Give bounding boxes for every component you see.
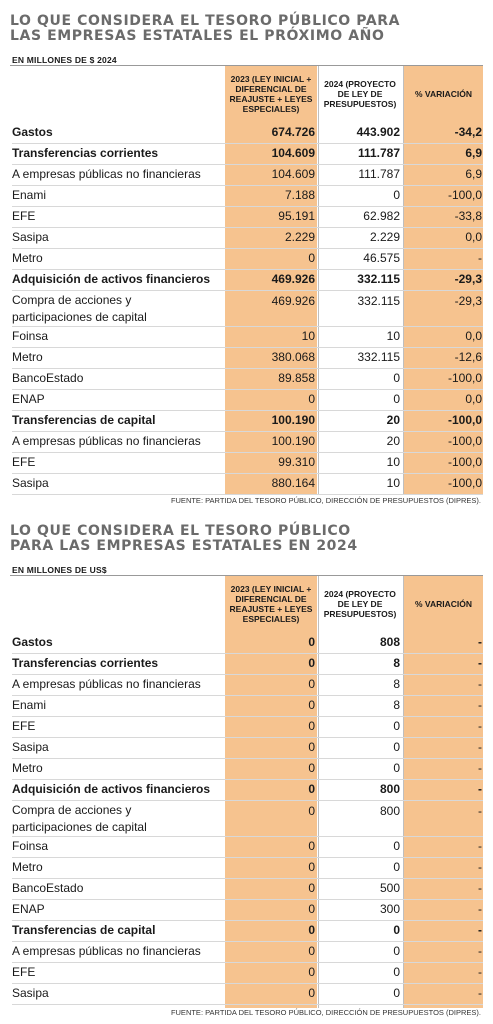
row-label	[12, 880, 83, 897]
value-variacion: -	[478, 902, 482, 916]
value-variacion: -	[478, 677, 482, 691]
table-row	[12, 206, 483, 227]
value-2024: 0	[393, 392, 400, 406]
value-2024: 0	[393, 839, 400, 853]
row-label-text: Transferencias de capital	[12, 413, 156, 427]
value-2024: 8	[393, 698, 400, 712]
row-label-text: A empresas públicas no financieras	[12, 167, 201, 181]
row-label-text: Sasipa	[12, 230, 49, 244]
value-variacion: -34,2	[454, 125, 482, 139]
value-variacion: -12,6	[454, 350, 482, 364]
value-2023: 104.609	[271, 167, 315, 181]
value-2023: 95.191	[278, 209, 315, 223]
table-row	[12, 452, 483, 473]
row-label	[12, 229, 49, 246]
table-row	[12, 473, 483, 494]
value-2024: 808	[379, 635, 400, 649]
value-2023: 0	[308, 804, 315, 818]
value-2023: 0	[308, 251, 315, 265]
row-label-text: Transferencias corrientes	[12, 656, 159, 670]
row-label-text: Metro	[12, 251, 43, 265]
value-2024: 111.787	[357, 146, 400, 160]
table-row	[12, 431, 483, 452]
value-2024: 8	[393, 677, 400, 691]
row-label-text-2: participaciones de capital	[12, 820, 147, 834]
row-label-text: ENAP	[12, 392, 45, 406]
row-label	[12, 901, 45, 918]
value-2023: 0	[308, 839, 315, 853]
row-label-text: A empresas públicas no financieras	[12, 944, 201, 958]
row-label	[12, 208, 35, 225]
value-2023: 0	[308, 860, 315, 874]
value-variacion: -	[478, 839, 482, 853]
row-label	[12, 781, 210, 798]
value-2024: 2.229	[369, 230, 400, 244]
value-variacion: -33,8	[454, 209, 482, 223]
value-variacion: -29,3	[454, 294, 482, 308]
value-2024: 800	[379, 782, 400, 796]
value-2024: 8	[393, 656, 400, 670]
row-label-text: Sasipa	[12, 740, 49, 754]
row-label-text: Transferencias de capital	[12, 923, 156, 937]
value-variacion: 0,0	[465, 392, 482, 406]
value-2023: 99.310	[278, 455, 315, 469]
table-row	[12, 347, 483, 368]
value-2023: 0	[308, 392, 315, 406]
value-2024: 0	[393, 719, 400, 733]
value-2024: 0	[393, 761, 400, 775]
row-label-text: ENAP	[12, 902, 45, 916]
value-2023: 380.068	[271, 350, 315, 364]
row-label-text: EFE	[12, 965, 36, 979]
value-2023: 469.926	[271, 294, 315, 308]
row-label-text: Sasipa	[12, 986, 49, 1000]
row-label	[12, 964, 35, 981]
row-label	[12, 922, 155, 939]
value-variacion: -	[478, 986, 482, 1000]
value-2023: 0	[308, 761, 315, 775]
row-label	[12, 412, 155, 429]
value-2024: 332.115	[357, 350, 400, 364]
source-note: FUENTE: PARTIDA DEL TESORO PÚBLICO, DIRECCIÓN DE PRESUPUESTOS (DIPRES).	[170, 496, 481, 505]
value-variacion: -29,3	[454, 272, 482, 286]
row-label	[12, 802, 147, 836]
value-variacion: -100,0	[447, 476, 482, 490]
row-label	[12, 250, 43, 267]
row-label	[12, 433, 201, 450]
table-row	[12, 941, 483, 962]
table-row	[12, 632, 483, 653]
table-title	[10, 524, 485, 554]
row-label-text: EFE	[12, 719, 36, 733]
value-variacion: -	[478, 965, 482, 979]
table-row	[12, 269, 483, 290]
value-variacion: -	[478, 761, 482, 775]
header-2024: 2024 (PROYECTO DE LEY DE PRESUPUESTOS)	[323, 589, 397, 619]
row-label-text: BancoEstado	[12, 371, 84, 385]
row-label	[12, 391, 45, 408]
row-label	[12, 838, 48, 855]
value-2024: 20	[386, 434, 400, 448]
value-2024: 0	[393, 740, 400, 754]
value-variacion: -	[478, 923, 482, 937]
value-2023: 0	[308, 923, 315, 937]
row-label	[12, 676, 201, 693]
header-variacion: % VARIACIÓN	[415, 599, 472, 609]
value-2023: 0	[308, 698, 315, 712]
value-2023: 10	[301, 329, 315, 343]
table-row	[12, 653, 483, 674]
table-row	[12, 836, 483, 857]
row-label	[12, 718, 35, 735]
row-label	[12, 271, 210, 288]
table-row	[12, 368, 483, 389]
table-row	[12, 122, 483, 143]
row-label-text: Foinsa	[12, 329, 49, 343]
value-2023: 0	[308, 782, 315, 796]
value-2023: 0	[308, 965, 315, 979]
row-label-text: Sasipa	[12, 476, 49, 490]
table-row	[12, 227, 483, 248]
value-2023: 0	[308, 986, 315, 1000]
row-label-text: Compra de acciones y	[12, 293, 132, 307]
header-2024: 2024 (PROYECTO DE LEY DE PRESUPUESTOS)	[323, 79, 397, 109]
row-label-text: A empresas públicas no financieras	[12, 677, 201, 691]
row-label	[12, 187, 46, 204]
table-row	[12, 779, 483, 800]
row-label	[12, 655, 158, 672]
table-row	[12, 674, 483, 695]
value-2023: 89.858	[278, 371, 315, 385]
value-2024: 46.575	[363, 251, 400, 265]
value-2024: 0	[393, 965, 400, 979]
value-variacion: -	[478, 698, 482, 712]
row-label	[12, 697, 46, 714]
header-variacion: % VARIACIÓN	[415, 89, 472, 99]
value-variacion: -100,0	[447, 434, 482, 448]
row-separator	[12, 494, 483, 495]
row-label	[12, 760, 43, 777]
row-label	[12, 943, 201, 960]
row-label	[12, 985, 49, 1002]
value-2024: 0	[393, 986, 400, 1000]
value-2023: 0	[308, 881, 315, 895]
value-2024: 111.787	[358, 167, 400, 181]
row-label-text: Gastos	[12, 635, 53, 649]
value-2024: 443.902	[356, 125, 400, 139]
row-label-text: Enami	[12, 188, 47, 202]
title-line-2: LAS EMPRESAS ESTATALES EL PRÓXIMO AÑO	[10, 28, 385, 44]
table-row	[12, 800, 483, 836]
value-2024: 800	[379, 804, 400, 818]
row-label-text: Metro	[12, 350, 43, 364]
value-variacion: -	[478, 635, 482, 649]
row-label	[12, 166, 201, 183]
value-2023: 0	[308, 902, 315, 916]
row-label-text: Metro	[12, 860, 43, 874]
row-label	[12, 859, 43, 876]
value-2023: 469.926	[271, 272, 315, 286]
row-label-text: Adquisición de activos financieros	[12, 782, 211, 796]
row-label	[12, 145, 158, 162]
row-label	[12, 454, 35, 471]
value-2024: 10	[386, 476, 400, 490]
row-label-text: BancoEstado	[12, 881, 84, 895]
value-2023: 7.188	[284, 188, 315, 202]
table-row	[12, 695, 483, 716]
row-label	[12, 739, 49, 756]
table-row	[12, 983, 483, 1004]
value-variacion: -100,0	[447, 371, 482, 385]
row-label-text: Metro	[12, 761, 43, 775]
row-separator	[12, 1004, 483, 1005]
table-row	[12, 962, 483, 983]
table-row	[12, 758, 483, 779]
value-variacion: -	[478, 782, 482, 796]
table-section-1	[0, 0, 493, 510]
row-label-text: A empresas públicas no financieras	[12, 434, 201, 448]
value-2023: 674.726	[271, 125, 315, 139]
table-row	[12, 737, 483, 758]
value-2023: 0	[308, 719, 315, 733]
value-variacion: -	[478, 804, 482, 818]
value-2024: 0	[393, 944, 400, 958]
value-variacion: -100,0	[447, 413, 482, 427]
value-variacion: -	[478, 719, 482, 733]
value-2024: 10	[386, 329, 400, 343]
value-2024: 0	[393, 188, 400, 202]
header-2023: 2023 (LEY INICIAL + DIFERENCIAL DE REAJUSTE + LEYES ESPECIALES)	[229, 74, 313, 114]
value-2023: 2.229	[284, 230, 315, 244]
table-title	[10, 14, 485, 44]
value-variacion: -	[478, 881, 482, 895]
value-2024: 62.982	[363, 209, 400, 223]
table-row	[12, 143, 483, 164]
table-row	[12, 878, 483, 899]
value-variacion: -100,0	[447, 455, 482, 469]
table-section-2	[0, 510, 493, 1024]
row-label-text: Transferencias corrientes	[12, 146, 159, 160]
value-variacion: -	[478, 656, 482, 670]
value-2024: 0	[393, 860, 400, 874]
row-label	[12, 292, 147, 326]
row-label-text: Gastos	[12, 125, 53, 139]
value-variacion: 0,0	[465, 230, 482, 244]
value-2023: 0	[308, 635, 315, 649]
value-2024: 500	[379, 881, 400, 895]
value-variacion: 6,9	[465, 146, 482, 160]
title-line-2: PARA LAS EMPRESAS ESTATALES EN 2024	[10, 538, 358, 554]
table-row	[12, 389, 483, 410]
source-note: FUENTE: PARTIDA DEL TESORO PÚBLICO, DIRECCIÓN DE PRESUPUESTOS (DIPRES).	[170, 1008, 481, 1017]
value-2024: 332.115	[357, 272, 400, 286]
table-row	[12, 716, 483, 737]
row-label	[12, 634, 53, 651]
value-variacion: -	[478, 251, 482, 265]
table-row	[12, 899, 483, 920]
value-variacion: -	[478, 944, 482, 958]
table-row	[12, 248, 483, 269]
title-line-1: LO QUE CONSIDERA EL TESORO PÚBLICO PARA	[10, 13, 401, 29]
value-2023: 104.609	[271, 146, 315, 160]
value-variacion: -	[478, 860, 482, 874]
row-label-text: Adquisición de activos financieros	[12, 272, 211, 286]
row-label-text: Compra de acciones y	[12, 803, 132, 817]
row-label	[12, 370, 83, 387]
table-row	[12, 920, 483, 941]
value-2023: 0	[308, 740, 315, 754]
value-variacion: 0,0	[465, 329, 482, 343]
header-2023: 2023 (LEY INICIAL + DIFERENCIAL DE REAJUSTE + LEYES ESPECIALES)	[229, 584, 313, 624]
row-label-text: Enami	[12, 698, 47, 712]
row-label-text-2: participaciones de capital	[12, 310, 147, 324]
title-line-1: LO QUE CONSIDERA EL TESORO PÚBLICO	[10, 523, 351, 539]
value-2024: 332.115	[357, 294, 400, 308]
value-2024: 20	[386, 413, 400, 427]
unit-label: EN MILLONES DE US$	[12, 565, 107, 575]
row-label	[12, 475, 49, 492]
value-2024: 10	[386, 455, 400, 469]
value-variacion: 6,9	[465, 167, 482, 181]
value-2024: 0	[393, 371, 400, 385]
value-2023: 100.190	[271, 413, 315, 427]
value-variacion: -	[478, 740, 482, 754]
value-variacion: -100,0	[447, 188, 482, 202]
row-label-text: EFE	[12, 455, 36, 469]
row-label	[12, 328, 48, 345]
table-row	[12, 290, 483, 326]
table-row	[12, 326, 483, 347]
table-row	[12, 410, 483, 431]
value-2024: 300	[379, 902, 400, 916]
value-2024: 0	[393, 923, 400, 937]
value-2023: 880.164	[271, 476, 315, 490]
row-label	[12, 124, 53, 141]
value-2023: 0	[308, 944, 315, 958]
table-row	[12, 857, 483, 878]
table-row	[12, 185, 483, 206]
row-label-text: Foinsa	[12, 839, 49, 853]
table-row	[12, 164, 483, 185]
value-2023: 100.190	[271, 434, 315, 448]
value-2023: 0	[308, 656, 315, 670]
row-label-text: EFE	[12, 209, 36, 223]
row-label	[12, 349, 43, 366]
unit-label: EN MILLONES DE $ 2024	[12, 55, 117, 65]
value-2023: 0	[308, 677, 315, 691]
